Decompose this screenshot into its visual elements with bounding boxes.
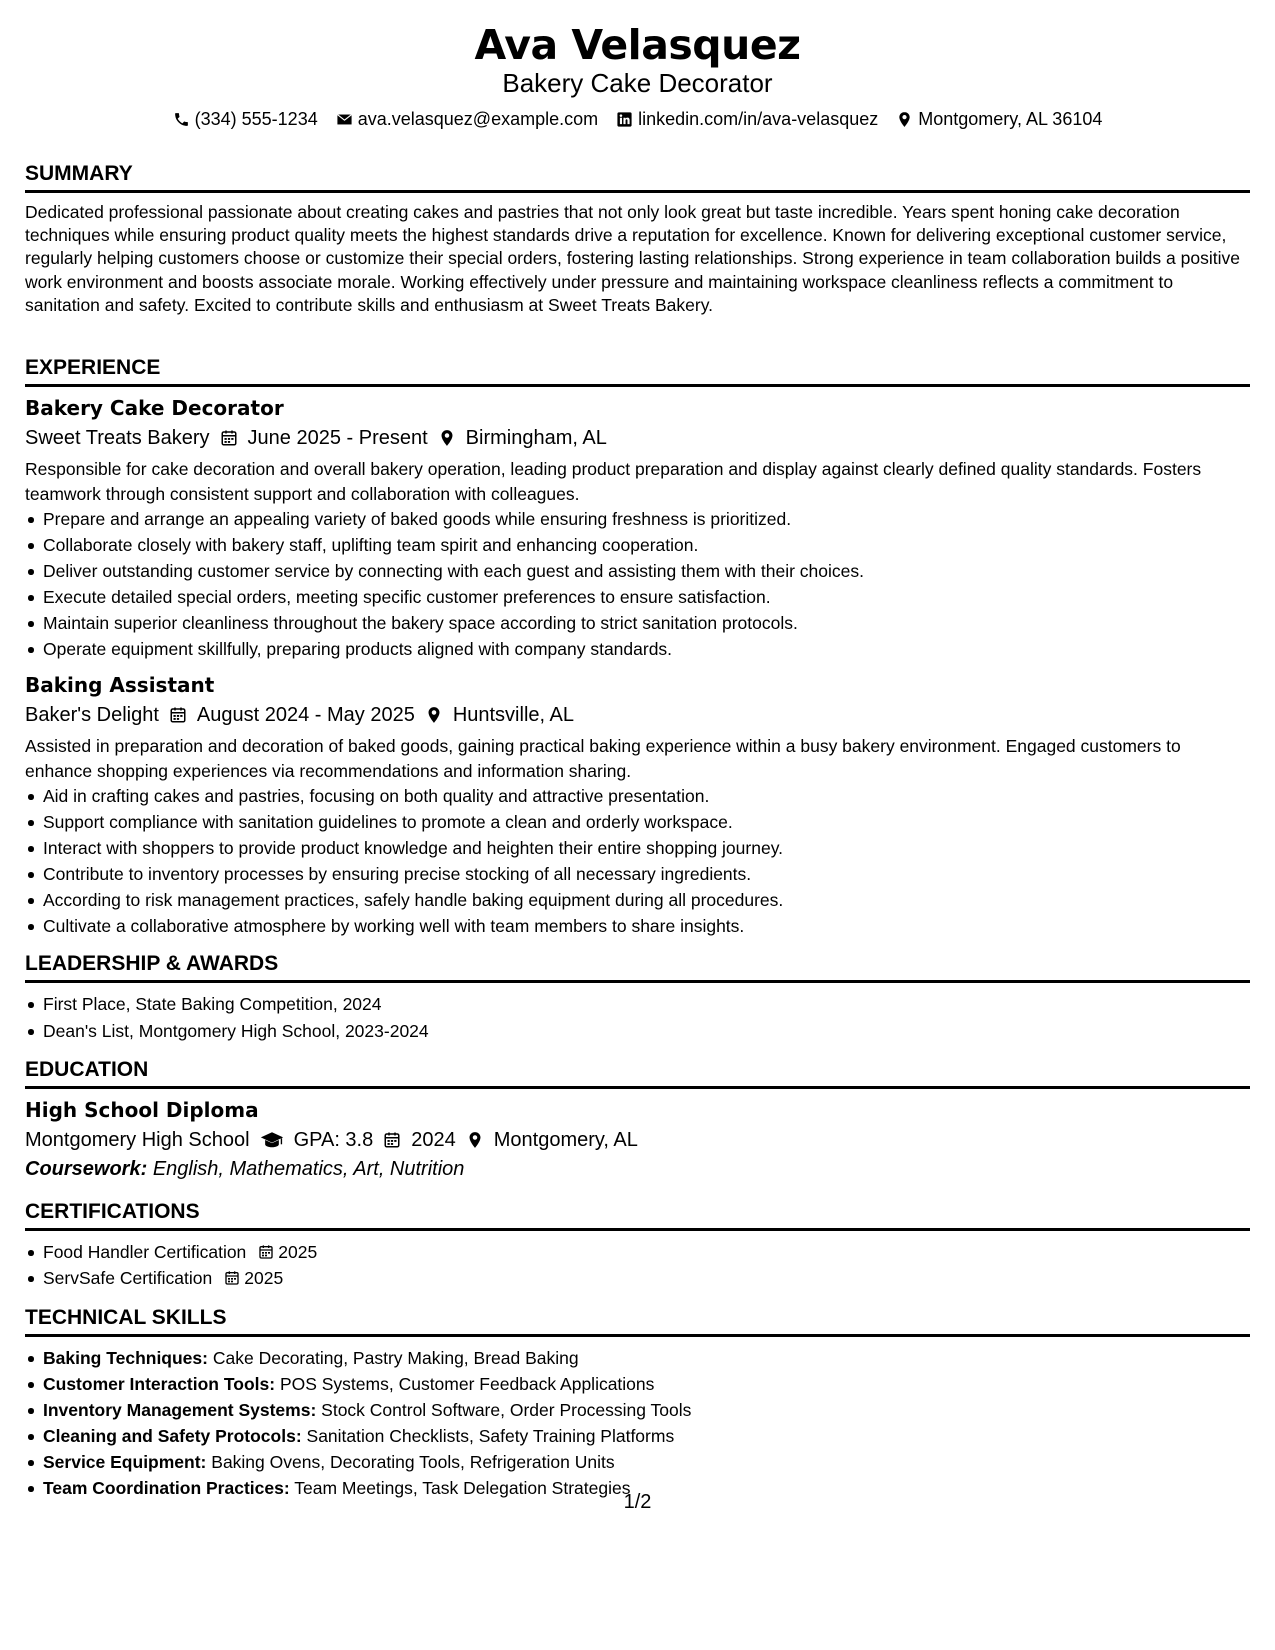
calendar-icon xyxy=(169,706,187,724)
skills-list xyxy=(25,1345,1250,1501)
job-description: Responsible for cake decoration and overall bakery operation, leading product preparation and display against clearly defined quality standards. Fosters teamwork through consistent support and collaboration with colleagues. xyxy=(25,459,1202,504)
list-item xyxy=(25,1345,1250,1371)
cert-name: Food Handler Certification xyxy=(43,1242,247,1262)
education-location: Montgomery, AL xyxy=(493,1129,638,1151)
contact-email[interactable] xyxy=(336,108,598,130)
summary-section xyxy=(25,162,1250,317)
candidate-name: Ava Velasquez xyxy=(474,21,801,69)
job-bullets xyxy=(25,783,1250,939)
contact-linkedin[interactable] xyxy=(616,108,878,130)
list-item: Support compliance with sanitation guidelines to promote a clean and orderly workspace. xyxy=(25,809,1250,835)
list-item: Execute detailed special orders, meeting specific customer preferences to ensure satisfaction. xyxy=(25,584,1250,610)
cert-year: 2025 xyxy=(244,1268,284,1288)
calendar-icon xyxy=(383,1131,401,1149)
school-name: Montgomery High School xyxy=(25,1129,250,1151)
job-dates: June 2025 - Present xyxy=(247,427,428,449)
skill-label: Service Equipment: xyxy=(43,1452,207,1472)
gpa-text: GPA: 3.8 xyxy=(293,1129,374,1151)
list-item: Aid in crafting cakes and pastries, focusing on both quality and attractive presentation. xyxy=(25,783,1250,809)
email-text: ava.velasquez@example.com xyxy=(357,109,599,129)
envelope-icon xyxy=(336,111,353,128)
coursework-label: Coursework: xyxy=(25,1158,148,1180)
certifications-heading: CERTIFICATIONS xyxy=(25,1200,1250,1231)
list-item xyxy=(25,1423,1250,1449)
list-item xyxy=(25,1371,1250,1397)
map-marker-icon xyxy=(466,1131,484,1149)
education-year: 2024 xyxy=(411,1129,456,1151)
job-bullets xyxy=(25,506,1250,662)
coursework-text: English, Mathematics, Art, Nutrition xyxy=(152,1158,465,1180)
resume-page xyxy=(25,0,1250,1498)
job-entry xyxy=(25,395,1250,662)
skills-section xyxy=(25,1306,1250,1501)
graduation-cap-icon xyxy=(260,1130,284,1150)
candidate-headline: Bakery Cake Decorator xyxy=(502,68,773,98)
contact-location xyxy=(896,108,1102,130)
list-item xyxy=(25,1239,1250,1265)
job-meta xyxy=(25,423,1250,453)
skill-value: Cake Decorating, Pastry Making, Bread Baking xyxy=(212,1348,579,1368)
job-location: Huntsville, AL xyxy=(452,704,574,726)
degree-title: High School Diploma xyxy=(25,1098,259,1122)
map-marker-icon xyxy=(896,111,913,128)
calendar-icon xyxy=(258,1244,274,1260)
list-item: According to risk management practices, safely handle baking equipment during all procedures. xyxy=(25,887,1250,913)
skill-value: POS Systems, Customer Feedback Applications xyxy=(279,1374,655,1394)
list-item xyxy=(25,1397,1250,1423)
calendar-icon xyxy=(224,1270,240,1286)
summary-heading: SUMMARY xyxy=(25,162,1250,193)
list-item: Interact with shoppers to provide product knowledge and heighten their entire shopping journey. xyxy=(25,835,1250,861)
list-item: Operate equipment skillfully, preparing products aligned with company standards. xyxy=(25,636,1250,662)
cert-year: 2025 xyxy=(278,1242,318,1262)
list-item: Deliver outstanding customer service by connecting with each guest and assisting them with their choices. xyxy=(25,558,1250,584)
linkedin-icon xyxy=(616,111,633,128)
list-item: Maintain superior cleanliness throughout the bakery space according to strict sanitation protocols. xyxy=(25,610,1250,636)
resume-header xyxy=(25,0,1250,130)
contact-bar xyxy=(25,108,1250,130)
job-description: Assisted in preparation and decoration of baked goods, gaining practical baking experience within a busy bakery environment. Engaged customers to enhance shopping experiences via recommendations and information sharing. xyxy=(25,736,1181,781)
list-item xyxy=(25,1449,1250,1475)
education-meta xyxy=(25,1125,1250,1155)
skill-value: Sanitation Checklists, Safety Training Platforms xyxy=(306,1426,675,1446)
map-marker-icon xyxy=(425,706,443,724)
page-number: 1/2 xyxy=(623,1491,652,1513)
skill-label: Team Coordination Practices: xyxy=(43,1478,290,1498)
skill-label: Cleaning and Safety Protocols: xyxy=(43,1426,302,1446)
summary-text: Dedicated professional passionate about creating cakes and pastries that not only look great but taste incredible. Years spent honing cake decoration techniques while ensuring product quality meets the highest standards drive a reputation for excellence. Known for delivering exceptional customer service, regularly helping customers choose or customize their special orders, fostering lasting relationships. Strong experience in team collaboration builds a positive work environment and boosts associate morale. Working effectively under pressure and maintaining workspace cleanliness reflects a commitment to sanitation and safety. Excited to contribute skills and enthusiasm at Sweet Treats Bakery. xyxy=(25,202,1240,315)
phone-icon xyxy=(173,111,190,128)
skill-value: Baking Ovens, Decorating Tools, Refrigeration Units xyxy=(211,1452,615,1472)
job-title: Bakery Cake Decorator xyxy=(25,396,284,420)
calendar-icon xyxy=(220,429,238,447)
coursework-line xyxy=(25,1155,1250,1183)
job-title: Baking Assistant xyxy=(25,673,215,697)
awards-heading: LEADERSHIP & AWARDS xyxy=(25,952,1250,983)
cert-name: ServSafe Certification xyxy=(43,1268,213,1288)
list-item: First Place, State Baking Competition, 2024 xyxy=(25,991,1250,1018)
experience-section xyxy=(25,356,1250,939)
certifications-section xyxy=(25,1200,1250,1291)
job-dates: August 2024 - May 2025 xyxy=(196,704,415,726)
list-item xyxy=(25,1265,1250,1291)
list-item: Prepare and arrange an appealing variety of baked goods while ensuring freshness is prioritized. xyxy=(25,506,1250,532)
phone-text: (334) 555-1234 xyxy=(194,109,318,129)
job-entry xyxy=(25,672,1250,939)
awards-section xyxy=(25,952,1250,1045)
list-item: Cultivate a collaborative atmosphere by working well with team members to share insights. xyxy=(25,913,1250,939)
job-company: Baker's Delight xyxy=(25,704,159,726)
skill-label: Inventory Management Systems: xyxy=(43,1400,317,1420)
education-section xyxy=(25,1058,1250,1183)
map-marker-icon xyxy=(438,429,456,447)
certifications-list xyxy=(25,1239,1250,1291)
skill-value: Team Meetings, Task Delegation Strategies xyxy=(294,1478,631,1498)
skill-label: Customer Interaction Tools: xyxy=(43,1374,276,1394)
skills-heading: TECHNICAL SKILLS xyxy=(25,1306,1250,1337)
job-meta xyxy=(25,700,1250,730)
experience-heading: EXPERIENCE xyxy=(25,356,1250,387)
skill-value: Stock Control Software, Order Processing Tools xyxy=(321,1400,692,1420)
skill-label: Baking Techniques: xyxy=(43,1348,208,1368)
job-location: Birmingham, AL xyxy=(465,427,607,449)
linkedin-text: linkedin.com/in/ava-velasquez xyxy=(638,109,879,129)
list-item: Dean's List, Montgomery High School, 2023-2024 xyxy=(25,1018,1250,1045)
awards-list xyxy=(25,991,1250,1045)
job-company: Sweet Treats Bakery xyxy=(25,427,210,449)
list-item: Contribute to inventory processes by ensuring precise stocking of all necessary ingredients. xyxy=(25,861,1250,887)
location-text: Montgomery, AL 36104 xyxy=(918,109,1103,129)
list-item: Collaborate closely with bakery staff, uplifting team spirit and enhancing cooperation. xyxy=(25,532,1250,558)
contact-phone[interactable] xyxy=(173,108,318,130)
education-heading: EDUCATION xyxy=(25,1058,1250,1089)
